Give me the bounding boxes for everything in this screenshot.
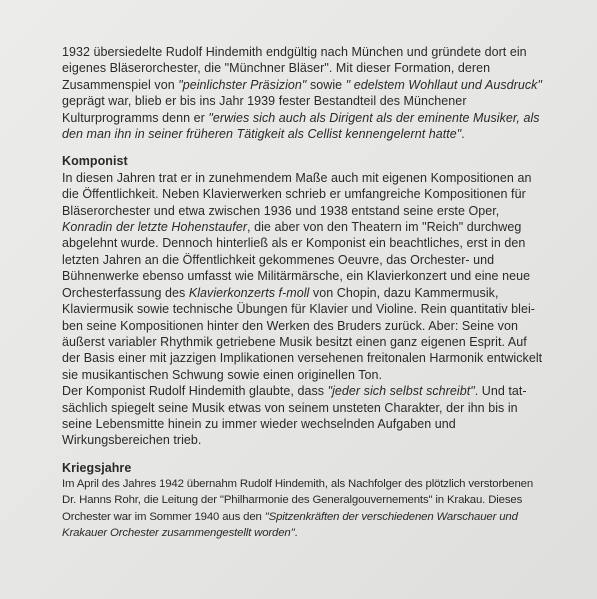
text-line	[62, 367, 554, 383]
text-run: sie musikantischen Schwung sowie einen originellen Ton.	[62, 367, 383, 382]
text-run: eigenes Bläserorchester, die "Münchner Bläser". Mit dieser Formation, deren	[62, 61, 491, 76]
intro-paragraph	[62, 44, 554, 142]
text-line	[62, 126, 554, 142]
text-line	[62, 110, 554, 126]
italic-quote: Klavierkonzerts f-moll	[188, 285, 310, 300]
komponist-paragraph	[62, 170, 554, 449]
text-run: Klaviermusik sowie technische Übungen für Klavier und Violine. Rein quantitativ blei-	[62, 302, 536, 317]
section-heading-komponist: Komponist	[62, 154, 128, 169]
text-run: der Basis einer mit jazzigen Implikationen versehenen freitonalen Harmonik entwickelt	[62, 351, 543, 366]
italic-quote: " edelstem Wohllaut und Ausdruck"	[345, 77, 542, 92]
text-line	[62, 186, 554, 202]
text-run: geprägt war, blieb er bis ins Jahr 1939 fester Bestandteil des Münchener	[62, 94, 467, 109]
text-line	[62, 525, 554, 541]
text-run: .	[294, 526, 298, 539]
text-run: Bläserorchester und etwa zwischen 1936 und 1938 entstand seine erste Oper,	[62, 203, 500, 218]
text-line	[62, 383, 554, 399]
kriegsjahre-paragraph	[62, 476, 554, 541]
text-run: , die aber von den Theatern im "Reich" durchweg	[247, 220, 522, 235]
text-line	[62, 476, 554, 492]
italic-quote: "peinlichster Präsizion"	[178, 77, 307, 92]
text-run: letzten Jahren an die Öffentlichkeit gekommenes Oeuvre, das Orchester- und	[62, 252, 495, 267]
text-line	[62, 268, 554, 284]
text-line	[62, 350, 554, 366]
section-heading-kriegsjahre: Kriegsjahre	[62, 460, 132, 475]
text-line	[62, 77, 554, 93]
text-run: Orchester war im Sommer 1940 aus den	[62, 510, 265, 523]
italic-quote: Konradin der letzte Hohenstaufer	[62, 220, 248, 235]
text-run: seine Lebensmitte hinein zu immer wieder wechselnden Aufgaben und	[62, 416, 456, 431]
text-run: 1932 übersiedelte Rudolf Hindemith endgültig nach München und gründete dort ein	[62, 45, 527, 59]
text-run: In diesen Jahren trat er in zunehmendem Maße auch mit eigenen Kompositionen an	[62, 170, 532, 185]
text-line	[62, 432, 554, 448]
italic-quote: "erwies sich auch als Dirigent als der eminente Musiker, als	[208, 110, 540, 125]
text-line	[62, 400, 554, 416]
text-run: Kulturprogramms denn er	[62, 110, 209, 125]
text-run: Bühnenwerke ebenso umfasst wie Militärmärsche, ein Klavierkonzert und eine neue	[62, 269, 531, 284]
text-run: .	[461, 127, 465, 142]
text-run: äußerst variabler Rhythmik getriebene Musik besitzt einen ganz eigenen Esprit. Auf	[62, 334, 527, 349]
text-run: Orchesterfassung des	[62, 285, 189, 300]
text-run: . Und tat-	[474, 384, 527, 399]
text-run: Im April des Jahres 1942 übernahm Rudolf Hindemith, als Nachfolger des plötzlich verstorbenen	[62, 478, 534, 491]
text-line	[62, 203, 554, 219]
italic-quote: "jeder sich selbst schreibt"	[327, 384, 475, 399]
text-line	[62, 301, 554, 317]
text-run: von Chopin, dazu Kammermusik,	[309, 285, 499, 300]
text-line	[62, 219, 554, 235]
text-line	[62, 252, 554, 268]
text-line	[62, 334, 554, 350]
text-run: abgelehnt wurde. Dennoch hinterließ als er Komponist ein beachtliches, erst in den	[62, 236, 526, 251]
text-run: ben seine Kompositionen hinter den Werken des Bruders zurück. Aber: Seine von	[62, 318, 518, 333]
italic-quote: "Spitzenkräften der verschiedenen Warschauer und	[264, 510, 518, 523]
text-run: sächlich spiegelt seine Musik etwas von seinem unsteten Charakter, der ihn bis in	[62, 400, 518, 415]
text-line	[62, 416, 554, 432]
text-line	[62, 492, 554, 508]
text-run: Wirkungsbereichen trieb.	[62, 433, 202, 448]
text-run: sowie	[306, 77, 346, 92]
text-line	[62, 318, 554, 334]
text-line	[62, 509, 554, 525]
text-column	[62, 44, 554, 541]
text-line	[62, 44, 554, 60]
text-line	[62, 235, 554, 251]
italic-quote: Krakauer Orchester zusammengestellt worden"	[62, 526, 295, 539]
text-line	[62, 93, 554, 109]
text-run: die Öffentlichkeit. Neben Klavierwerken schrieb er umfangreiche Kompositionen für	[62, 187, 526, 202]
italic-quote: den man ihn in seiner früheren Tätigkeit als Cellist kennengelernt hatte"	[62, 127, 462, 142]
text-line	[62, 60, 554, 76]
text-run: Der Komponist Rudolf Hindemith glaubte, dass	[62, 384, 328, 399]
text-line	[62, 170, 554, 186]
text-run: Zusammenspiel von	[62, 77, 179, 92]
text-line	[62, 285, 554, 301]
text-run: Dr. Hanns Rohr, die Leitung der "Philharmonie des Generalgouvernements" in Krakau. Dieses	[62, 494, 523, 507]
